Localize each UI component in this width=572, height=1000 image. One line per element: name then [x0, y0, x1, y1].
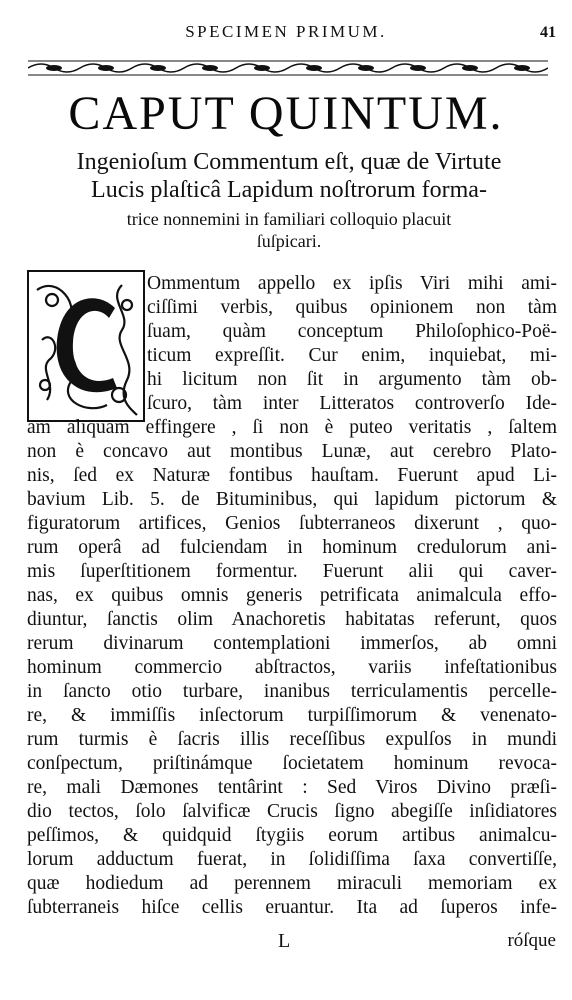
chapter-subtitle-continued: [24, 208, 554, 252]
signature-mark: L: [278, 930, 291, 952]
text-line: rerum divinarum contemplationi immerſos, ab omni: [27, 633, 557, 654]
text-line: rum operâ ad fulciendam in hominum credulorum ani-: [27, 537, 557, 558]
text-line: nas, ex quibus omnis generis petrificata animalcula effo-: [27, 585, 557, 606]
text-line: hominum commercio abſtractos, variis infeſtationibus: [27, 657, 557, 678]
text-line: Ommentum appello ex ipſis Viri mihi ami-: [147, 273, 557, 294]
running-head: [0, 20, 572, 46]
text-line: figuratorum artifices, Genios ſubterraneos dixerunt , quo-: [27, 513, 557, 534]
drop-initial-letter: C: [48, 284, 122, 406]
text-line: rum turmis è ſacris illis receſſibus expulſos in mundi: [27, 729, 557, 750]
text-line: re, & immiſſis inſectorum turpiſſimorum & venenato-: [27, 705, 557, 726]
text-line: hi licitum non ſit in argumento tàm ob-: [147, 369, 557, 390]
subtitle-line: trice nonnemini in familiari colloquio placuit: [126, 209, 452, 229]
ornamental-rule: [28, 58, 548, 78]
text-line: lorum adductum fuerat, in ſolidiſſima ſaxa convertiſſe,: [27, 849, 557, 870]
text-line: in ſancto otio turbare, inanibus terriculamentis percelle-: [27, 681, 557, 702]
text-line: mis ſuperſtitionem formentur. Fuerunt alii qui caver-: [27, 561, 557, 582]
text-line: ciſſimi verbis, quibus opinionem non tàm: [147, 297, 557, 318]
text-line: nis, ſed ex Naturæ fontibus hauſtam. Fuerunt apud Li-: [27, 465, 557, 486]
text-line: am aliquam effingere , ſi non è puteo veritatis , ſaltem: [27, 417, 557, 438]
text-line: diuntur, ſanctis olim Anachoretis habitatas referunt, quos: [27, 609, 557, 630]
text-line: ſubterraneis hiſce cellis eruantur. Ita ad ſuperos infe-: [27, 897, 557, 918]
text-line: quæ hodiedum ad perennem miraculi memoriam ex: [27, 873, 557, 894]
text-line: ſcuro, tàm inter Litteratos controverſo Ide-: [147, 393, 557, 414]
text-line: peſſimos, & quidquid ſtygiis eorum artibus animalcu-: [27, 825, 557, 846]
chapter-subtitle: [24, 148, 554, 204]
text-line: non è concavo aut montibus Lunæ, aut cerebro Plato-: [27, 441, 557, 462]
text-line: ſuam, quàm conceptum Philoſophico-Poë-: [147, 321, 557, 342]
text-line: re, mali Dæmones tentârint : Sed Viros Divino præſi-: [27, 777, 557, 798]
text-line: conſpectum, priſtinámque ſocietatem hominum revoca-: [27, 753, 557, 774]
text-line: ticum expreſſit. Cur enim, inquiebat, mi-: [147, 345, 557, 366]
subtitle-line: Ingenioſum Commentum eſt, quæ de Virtute: [76, 149, 502, 175]
subtitle-line: Lucis plaſticâ Lapidum noſtrorum forma-: [91, 177, 487, 203]
running-title: SPECIMEN PRIMUM.: [185, 22, 387, 41]
chapter-title: CAPUT QUINTUM.: [68, 87, 504, 140]
subtitle-line: ſuſpicari.: [256, 231, 322, 251]
text-line: dio tectos, ſolo ſalvificæ Crucis ſigno abegiſſe inſidiatores: [27, 801, 557, 822]
catchword: róſque: [507, 930, 556, 951]
page-number: 41: [540, 24, 556, 41]
drop-initial-ornament: [27, 270, 145, 422]
text-line: bavium Lib. 5. de Bituminibus, qui lapidum pictorum &: [27, 489, 557, 510]
